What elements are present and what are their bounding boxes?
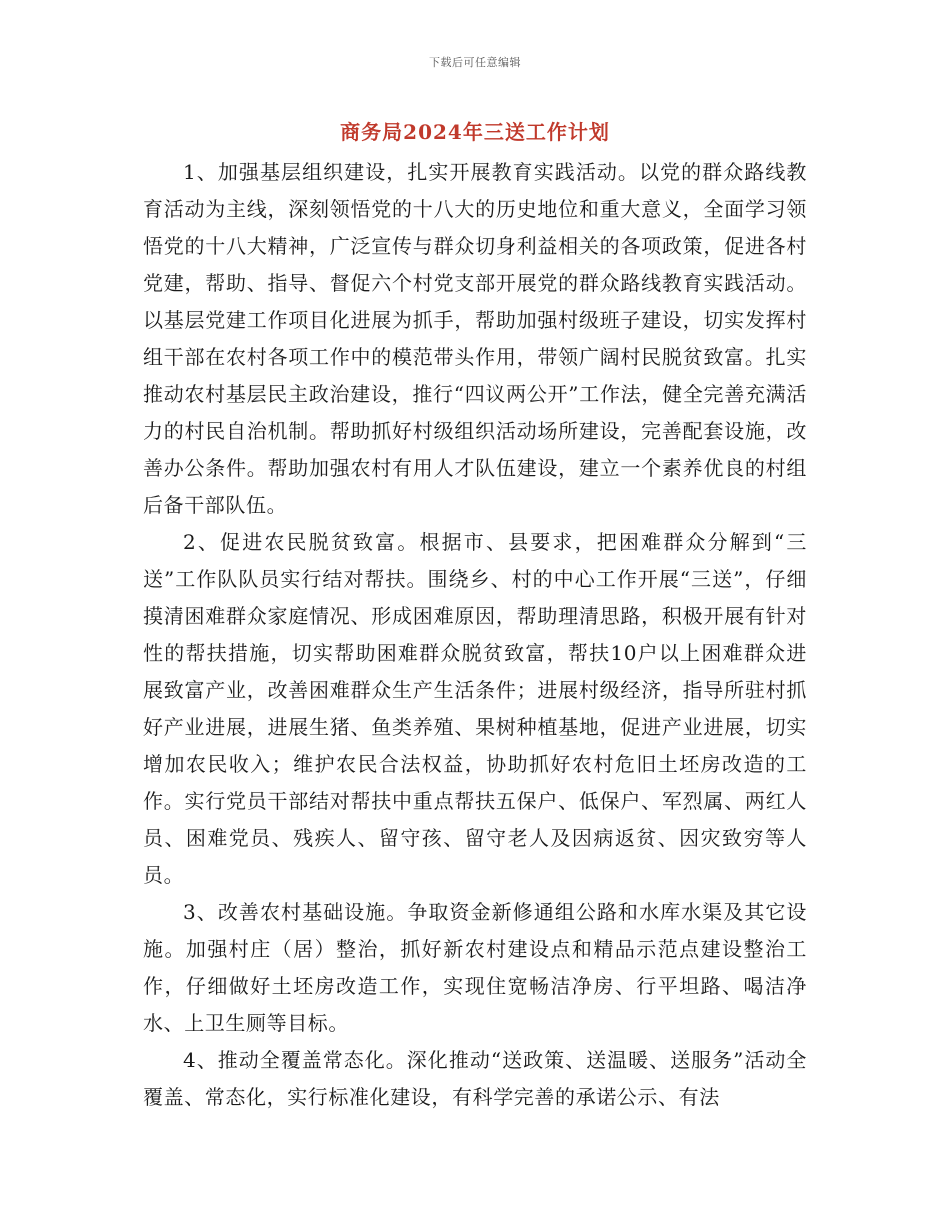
document-title: 商务局2024年三送工作计划 — [340, 120, 610, 144]
paragraph-2: 2、促进农民脱贫致富。根据市、县要求，把困难群众分解到“三送”工作队队员实行结对帮扶。围绕乡、村的中心工作开展“三送”，仔细摸清困难群众家庭情况、形成困难原因，帮助理清思路，积极开展有针对性的帮扶措施，切实帮助困难群众脱贫致富，帮扶10户以上困难群众进展致富产业，改善困难群众生产生活条件；进展村级经济，指导所驻村抓好产业进展，进展生猪、鱼类养殖、果树种植基地，促进产业进展，切实增加农民收入；维护农民合法权益，协助抓好农村危旧土坯房改造的工作。实行党员干部结对帮扶中重点帮扶五保户、低保户、军烈属、两红人员、困难党员、残疾人、留守孩、留守老人及因病返贫、因灾致穷等人员。 — [143, 530, 807, 887]
paragraph-1: 1、加强基层组织建设，扎实开展教育实践活动。以党的群众路线教育活动为主线，深刻领悟党的十八大的历史地位和重大意义，全面学习领悟党的十八大精神，广泛宣传与群众切身利益相关的各项政策，促进各村党建，帮助、指导、督促六个村党支部开展党的群众路线教育实践活动。以基层党建工作项目化进展为抓手，帮助加强村级班子建设，切实发挥村组干部在农村各项工作中的模范带头作用，带领广阔村民脱贫致富。扎实推动农村基层民主政治建设，推行“四议两公开”工作法，健全完善充满活力的村民自治机制。帮助抓好村级组织活动场所建设，完善配套设施，改善办公条件。帮助加强农村有用人才队伍建设，建立一个素养优良的村组后备干部队伍。 — [143, 160, 807, 517]
paragraph-4: 4、推动全覆盖常态化。深化推动“送政策、送温暖、送服务”活动全覆盖、常态化，实行标准化建设，有科学完善的承诺公示、有法 — [143, 1048, 807, 1109]
paragraph-3: 3、改善农村基础设施。争取资金新修通组公路和水库水渠及其它设施。加强村庄（居）整治，抓好新农村建设点和精品示范点建设整治工作，仔细做好土坯房改造工作，实现住宽畅洁净房、行平坦路、喝洁净水、上卫生厕等目标。 — [143, 900, 807, 1035]
header-note: 下载后可任意编辑 — [429, 56, 521, 69]
document-body — [143, 154, 807, 1116]
